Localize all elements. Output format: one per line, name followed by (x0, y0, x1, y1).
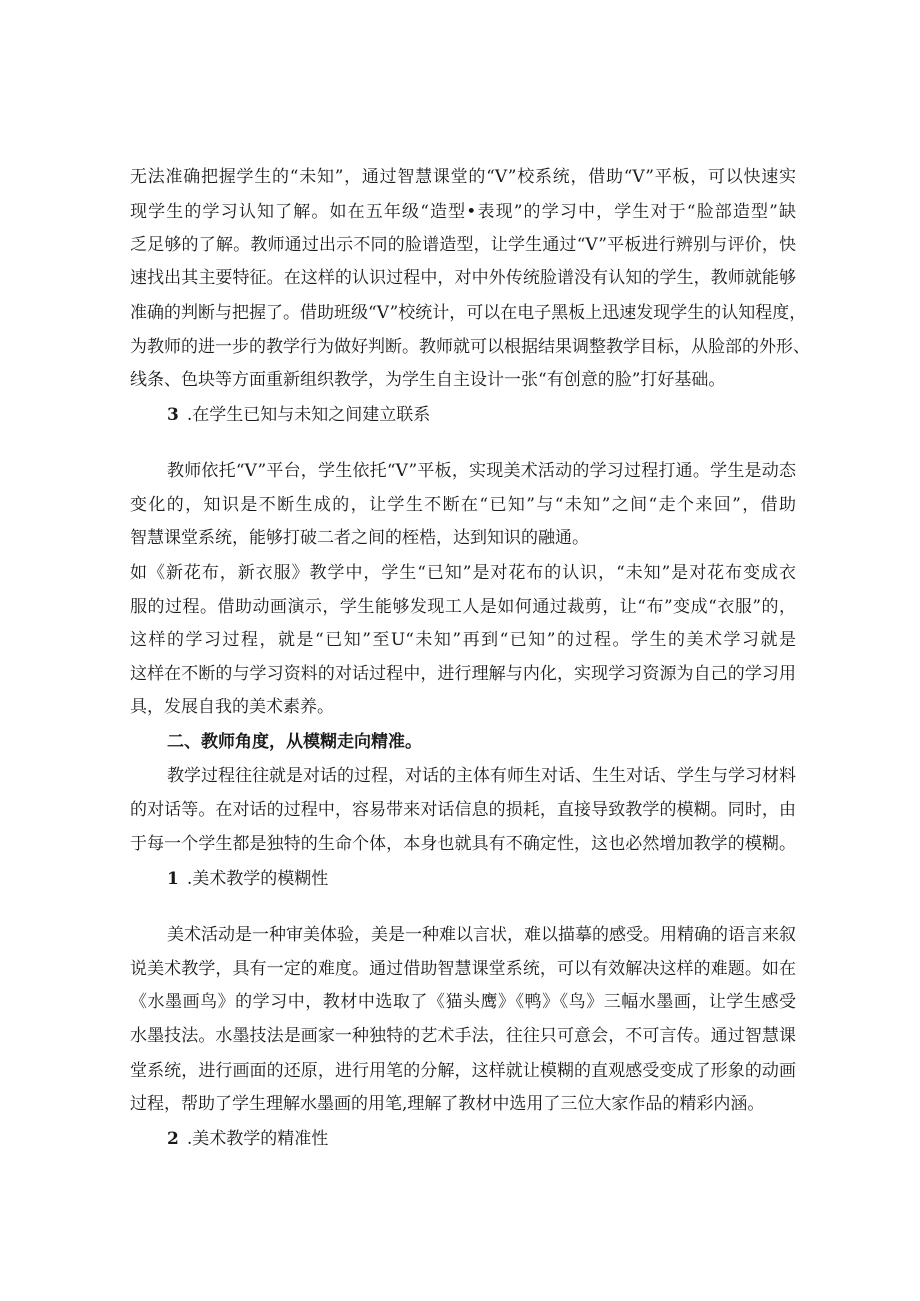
paragraph-line: 美术活动是一种审美体验，美是一种难以言状，难以描摹的感受。用精确的语言来叙 (167, 925, 796, 945)
paragraph-line: 教师依托“V”平台，学生依托“V”平板，实现美术活动的学习过程打通。学生是动态 (167, 461, 796, 481)
paragraph-line: 速找出其主要特征。在这样的认识过程中，对中外传统脸谱没有认知的学生，教师就能够 (130, 268, 796, 288)
paragraph-line: 教学过程往往就是对话的过程，对话的主体有师生对话、生生对话、学生与学习材料 (167, 766, 796, 786)
paragraph-line: 智慧课堂系统，能够打破二者之间的桎梏，达到知识的融通。 (130, 528, 589, 548)
paragraph-line: 如《新花布，新衣服》教学中，学生“已知”是对花布的认识，“未知”是对花布变成衣 (130, 563, 796, 583)
paragraph-line: 准确的判断与把握了。借助班级“V”校统计，可以在电子黑板上迅速发现学生的认知程度， (130, 303, 807, 323)
paragraph-line: 具，发展自我的美术素养。 (130, 697, 334, 717)
paragraph-line: 说美术教学，具有一定的难度。通过借助智慧课堂系统，可以有效解决这样的难题。如在 (130, 959, 796, 979)
paragraph-line: 堂系统，进行画面的还原，进行用笔的分解，这样就让模糊的直观感受变成了形象的动画 (130, 1061, 796, 1081)
subheading-text: .美术教学的模糊性 (186, 869, 329, 889)
subheading-text: .美术教学的精准性 (186, 1129, 329, 1149)
subheading-2 (167, 1128, 796, 1150)
paragraph-line: 为教师的进一步的教学行为做好判断。教师就可以根据结果调整教学目标，从脸部的外形、 (130, 337, 810, 357)
subheading-1 (167, 868, 796, 890)
paragraph-line: 过程，帮助了学生理解水墨画的用笔,理解了教材中选用了三位大家作品的精彩内涵。 (130, 1094, 765, 1114)
paragraph-line: 《水墨画鸟》的学习中，教材中选取了《猫头鹰》《鸭》《鸟》三幅水墨画，让学生感受 (130, 992, 796, 1012)
section-heading: 二、教师角度，从模糊走向精准。 (167, 732, 422, 752)
paragraph-line: 这样的学习过程，就是“已知”至U“未知”再到“已知”的过程。学生的美术学习就是 (130, 630, 796, 650)
subheading-text: .在学生已知与未知之间建立联系 (186, 405, 431, 425)
paragraph-line: 这样在不断的与学习资料的对话过程中，进行理解与内化，实现学习资源为自己的学习用 (130, 664, 796, 684)
subheading-number: 2 (167, 1129, 179, 1149)
subheading-number: 1 (167, 869, 179, 889)
paragraph-line: 水墨技法。水墨技法是画家一种独特的艺术手法，往往只可意会，不可言传。通过智慧课 (130, 1026, 796, 1046)
paragraph-line: 乏足够的了解。教师通过出示不同的脸谱造型，让学生通过“V”平板进行辨别与评价，快 (130, 235, 796, 255)
paragraph-line: 变化的，知识是不断生成的，让学生不断在“已知”与“未知”之间“走个来回”，借助 (130, 495, 796, 515)
subheading-number: 3 (167, 405, 179, 425)
paragraph-line: 无法准确把握学生的“未知”，通过智慧课堂的“V”校系统，借助“V”平板，可以快速实 (130, 167, 796, 187)
paragraph-line: 于每一个学生都是独特的生命个体，本身也就具有不确定性，这也必然增加教学的模糊。 (130, 834, 796, 854)
paragraph-line: 线条、色块等方面重新组织教学，为学生自主设计一张“有创意的脸”打好基础。 (130, 370, 726, 390)
paragraph-line: 服的过程。借助动画演示，学生能够发现工人是如何通过裁剪，让“布”变成“衣服”的， (130, 597, 796, 617)
subheading-3 (167, 404, 796, 426)
paragraph-line: 现学生的学习认知了解。如在五年级“造型•表现”的学习中，学生对于“脸部造型”缺 (130, 202, 796, 222)
paragraph-line: 的对话等。在对话的过程中，容易带来对话信息的损耗，直接导致教学的模糊。同时，由 (130, 800, 796, 820)
